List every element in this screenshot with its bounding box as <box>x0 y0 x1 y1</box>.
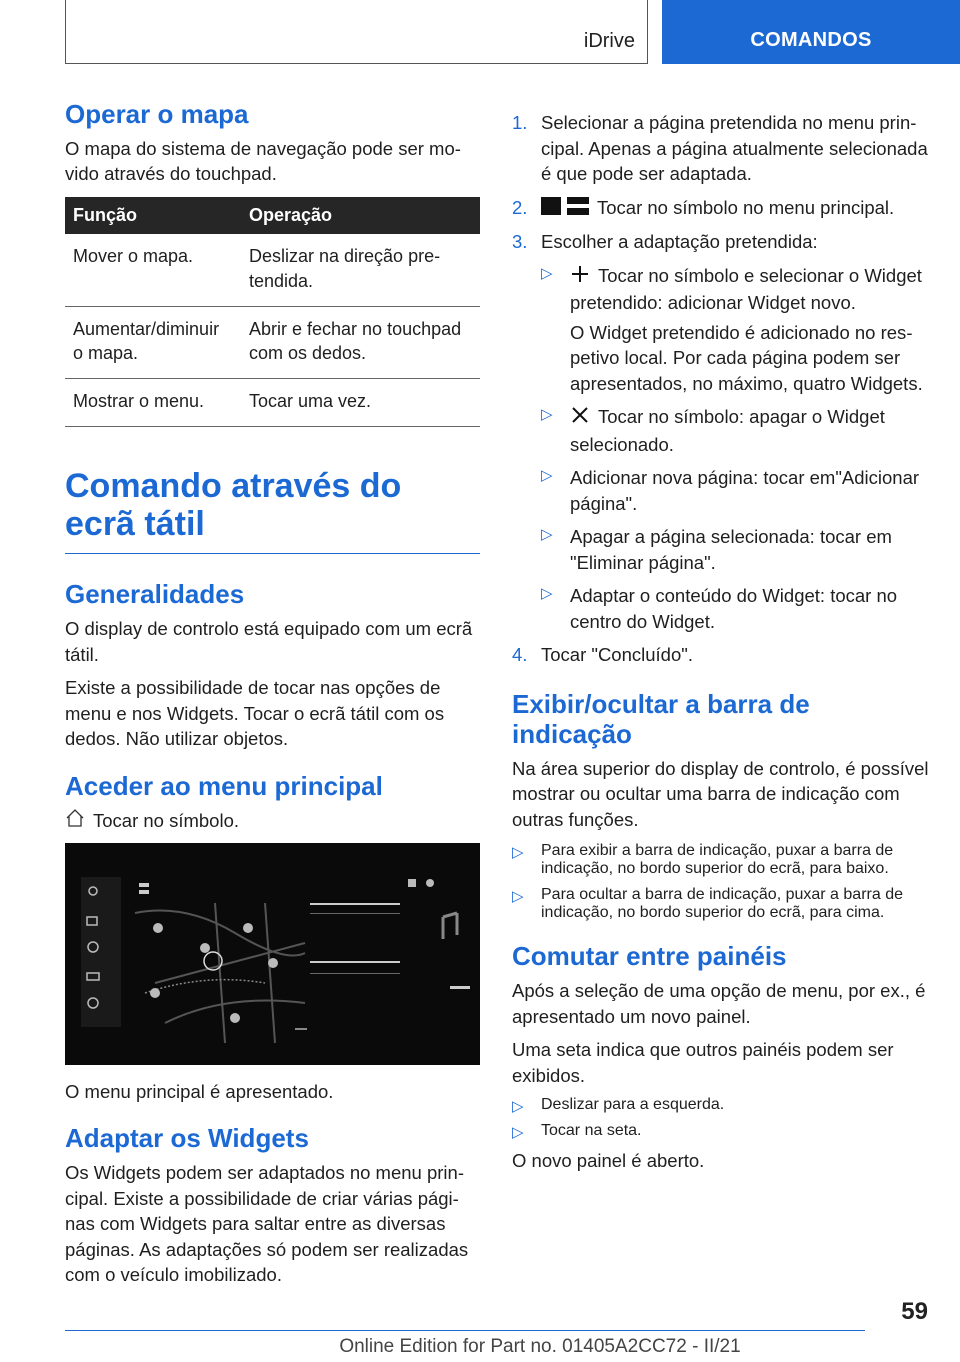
heading-switch-panels: Comutar entre painéis <box>512 941 787 972</box>
heading-general: Generalidades <box>65 579 245 610</box>
bar-bullets <box>512 842 930 922</box>
step-number: 4. <box>512 644 528 666</box>
list-item <box>541 583 930 634</box>
sub-text: Apagar a página selecionada: tocar em "Eliminar página". <box>570 526 892 573</box>
sub-text: Tocar no símbolo: apagar o Widget selecionado. <box>570 406 885 455</box>
widgets-grid-icon <box>541 196 589 222</box>
triangle-bullet-icon: ▷ <box>541 406 553 424</box>
table-cell: Deslizar na direção pretendida. <box>241 234 480 306</box>
widgets-paragraph: Os Widgets podem ser adaptados no menu principal. Existe a possibilidade de criar várias páginas com Widgets para saltar entre as diversas páginas. As adaptações só podem ser realizadas com o veículo imobilizado. <box>65 1162 469 1286</box>
bullet-text: Tocar na seta. <box>541 1122 642 1140</box>
triangle-bullet-icon: ▷ <box>541 264 553 282</box>
main-menu-screenshot <box>65 843 480 1065</box>
triangle-bullet-icon: ▷ <box>541 467 553 485</box>
left-column <box>65 100 480 1296</box>
close-icon <box>570 405 590 432</box>
list-item <box>541 263 930 396</box>
heading-touchscreen: Comando através do ecrã tátil <box>65 467 480 554</box>
function-table <box>65 197 480 427</box>
step-number: 2. <box>512 196 528 218</box>
panels-paragraph-1: Após a seleção de uma opção de menu, por ex., é apresentado um novo painel. <box>512 980 926 1027</box>
table-cell: Abrir e fechar no touchpad com os dedos. <box>241 306 480 379</box>
sub-text: Adaptar o conteúdo do Widget: tocar no centro do Widget. <box>570 585 898 632</box>
list-item <box>512 842 930 878</box>
heading-adapt-widgets: Adaptar os Widgets <box>65 1123 309 1154</box>
list-item <box>541 404 930 457</box>
heading-main-menu: Aceder ao menu principal <box>65 770 383 801</box>
bullet-text: Para ocultar a barra de indicação, puxar a barra de indicação, no bordo superior do ecrã, para cima. <box>541 886 903 922</box>
panels-result: O novo painel é aberto. <box>512 1150 705 1172</box>
header-chapter-tab: COMANDOS <box>662 0 960 64</box>
panels-paragraph-2: Uma seta indica que outros painéis podem ser exibidos. <box>512 1039 894 1086</box>
widget-steps <box>512 110 930 668</box>
triangle-bullet-icon: ▷ <box>541 526 553 544</box>
page-number: 59 <box>901 1298 928 1325</box>
table-cell: Tocar uma vez. <box>241 379 480 427</box>
step-text: Escolher a adaptação pretendida: <box>541 231 818 253</box>
triangle-bullet-icon: ▷ <box>512 1124 524 1142</box>
heading-indicator-bar: Exibir/ocultar a barra de indicação <box>512 688 810 749</box>
triangle-bullet-icon: ▷ <box>512 844 524 862</box>
right-column <box>512 110 930 1182</box>
bar-paragraph: Na área superior do display de controlo, é possível mostrar ou ocultar uma barra de indicação com outras funções. <box>512 757 929 830</box>
list-item <box>512 110 930 187</box>
footer-edition: Online Edition for Part no. 01405A2CC72 - II/21 <box>339 1336 741 1357</box>
map-intro: O mapa do sistema de navegação pode ser movido através do touchpad. <box>65 137 461 185</box>
bullet-text: Deslizar para a esquerda. <box>541 1096 725 1114</box>
general-paragraph-2: Existe a possibilidade de tocar nas opções de menu e nos Widgets. Tocar o ecrã tátil com os dedos. Não utilizar objetos. <box>65 677 445 750</box>
list-item <box>541 465 930 516</box>
table-cell: Mostrar o menu. <box>65 379 241 427</box>
list-item <box>512 195 930 222</box>
sub-text: Adicionar nova página: tocar em"Adicionar página". <box>570 467 920 514</box>
step-text: Selecionar a página pretendida no menu principal. Apenas a página atualmente selecionada é que pode ser adaptada. <box>541 112 928 185</box>
menu-action-text: Tocar no símbolo. <box>93 809 240 831</box>
table-row <box>65 234 480 306</box>
triangle-bullet-icon: ▷ <box>541 585 553 603</box>
sub-text: Tocar no símbolo e selecionar o Widget pretendido: adicionar Widget novo. <box>570 264 922 314</box>
panels-bullets <box>512 1096 930 1140</box>
table-cell: Aumentar/diminuir o mapa. <box>65 306 241 379</box>
adaptation-options <box>541 263 930 634</box>
plus-icon <box>570 264 590 291</box>
bullet-text: Para exibir a barra de indicação, puxar a barra de indicação, no bordo superior do ecrã, para baixo. <box>541 842 894 878</box>
table-header-function: Função <box>65 197 241 234</box>
table-cell: Mover o mapa. <box>65 234 241 306</box>
header-section-title: iDrive <box>583 30 635 52</box>
step-number: 1. <box>512 112 528 133</box>
step-text: Tocar "Concluído". <box>541 644 693 666</box>
triangle-bullet-icon: ▷ <box>512 888 524 906</box>
header-section-box <box>65 0 648 64</box>
triangle-bullet-icon: ▷ <box>512 1098 524 1116</box>
general-paragraph-1: O display de controlo está equipado com um ecrã tátil. <box>65 618 473 665</box>
list-item <box>512 886 930 922</box>
menu-action <box>65 808 480 835</box>
footer-divider <box>65 1330 865 1331</box>
list-item <box>541 524 930 575</box>
table-row <box>65 379 480 427</box>
home-icon <box>65 808 85 835</box>
table-row <box>65 306 480 379</box>
menu-result: O menu principal é apresentado. <box>65 1080 334 1102</box>
list-item <box>512 1122 930 1140</box>
table-header-operation: Operação <box>241 197 480 234</box>
step-text: Tocar no símbolo no menu principal. <box>597 196 895 218</box>
heading-operate-map: Operar o mapa <box>65 99 249 129</box>
list-item <box>512 642 930 668</box>
list-item <box>512 229 930 634</box>
list-item <box>512 1096 930 1114</box>
step-number: 3. <box>512 231 528 253</box>
sub-note: O Widget pretendido é adicionado no respetivo local. Por cada página podem ser apresentados, no máximo, quatro Widgets. <box>570 321 923 394</box>
